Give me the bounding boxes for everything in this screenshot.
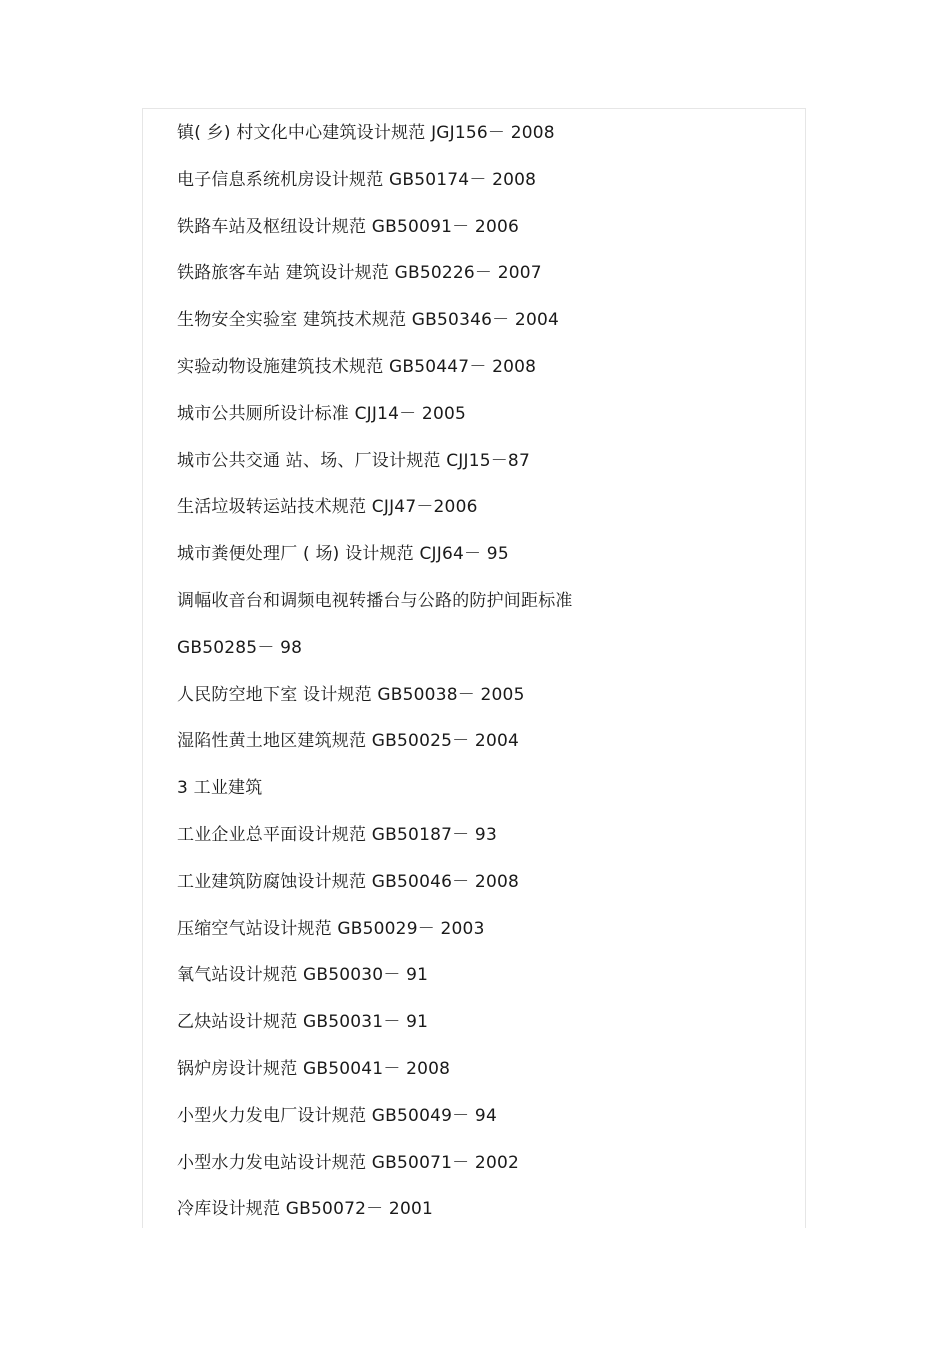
list-item: 小型水力发电站设计规范 GB50071－ 2002 [177,1152,519,1173]
list-item: 乙炔站设计规范 GB50031－ 91 [177,1012,429,1033]
list-item: 工业建筑防腐蚀设计规范 GB50046－ 2008 [177,871,519,892]
list-item: 压缩空气站设计规范 GB50029－ 2003 [177,918,485,939]
list-item: 实验动物设施建筑技术规范 GB50447－ 2008 [177,356,537,377]
list-item: 氧气站设计规范 GB50030－ 91 [177,965,429,986]
list-item: 调幅收音台和调频电视转播台与公路的防护间距标准 [177,590,573,611]
list-item: 生活垃圾转运站技术规范 CJJ47－2006 [177,497,478,518]
list-item: 冷库设计规范 GB50072－ 2001 [177,1199,433,1220]
list-item: GB50285－ 98 [177,637,303,658]
list-item: 城市粪便处理厂 ( 场) 设计规范 CJJ64－ 95 [177,544,509,565]
list-item: 工业企业总平面设计规范 GB50187－ 93 [177,824,497,845]
section-heading: 3 工业建筑 [177,778,263,799]
standards-list [177,121,573,1244]
list-item: 人民防空地下室 设计规范 GB50038－ 2005 [177,684,525,705]
list-item: 电子信息系统机房设计规范 GB50174－ 2008 [177,169,537,190]
list-item: 城市公共交通 站、场、厂设计规范 CJJ15－87 [177,450,530,471]
list-item: 镇( 乡) 村文化中心建筑设计规范 JGJ156－ 2008 [177,123,555,143]
list-item: 铁路车站及枢纽设计规范 GB50091－ 2006 [177,216,519,237]
list-item: 生物安全实验室 建筑技术规范 GB50346－ 2004 [177,310,559,331]
list-item: 小型火力发电厂设计规范 GB50049－ 94 [177,1105,497,1126]
list-item: 城市公共厕所设计标准 CJJ14－ 2005 [177,403,466,424]
list-item: 铁路旅客车站 建筑设计规范 GB50226－ 2007 [177,263,542,284]
list-item: 湿陷性黄土地区建筑规范 GB50025－ 2004 [177,731,519,752]
list-item: 锅炉房设计规范 GB50041－ 2008 [177,1058,451,1079]
